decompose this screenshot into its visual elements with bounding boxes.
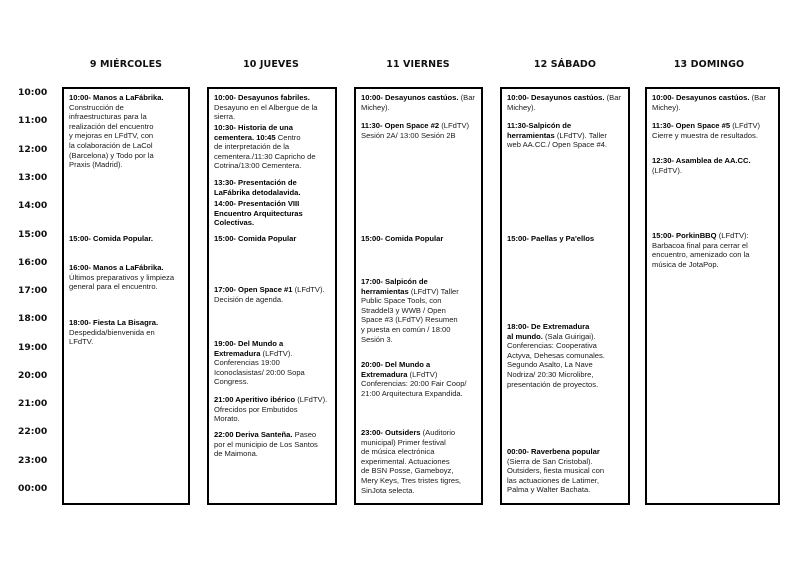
day-header-saturday: 12 SÁBADO [533,59,597,70]
event-entry: 10:00- Desayunos castúos. (Bar Michey). [361,93,475,112]
event-entry: 15:00- Comida Popular. [69,234,153,243]
event-entry: 15:00- Paellas y Pa'ellos [507,234,595,243]
time-label: 23:00 [18,455,48,466]
event-entry: 22:00 Deriva Santeña. Paseo por el municipio de Los Santos de Maimona. [214,430,318,459]
event-entry: 14:00- Presentación VIII Encuentro Arquitecturas Colectivas. [214,199,303,228]
time-label: 20:00 [18,370,48,381]
event-entry: 21:00 Aperitivo ibérico (LFdTV). Ofrecidos por Embutidos Morato. [214,395,328,424]
day-header-friday: 11 VIERNES [386,59,450,70]
event-entry: 10:00- Desayunos castúos. (Bar Michey). [652,93,766,112]
day-column-friday [354,87,483,505]
event-entry: 15:00- PorkinBBQ (LFdTV): Barbacoa final para cerrar el encuentro, amenizado con la música de JotaPop. [652,231,750,269]
event-entry: 10:30- Historia de una cementera. 10:45 Centro de interpretación de la cementera./11:30 Capricho de Cotrina/13:00 Cementera. [214,123,316,171]
time-label: 14:00 [18,200,48,211]
day-header-thursday: 10 JUEVES [243,59,299,70]
day-header-wednesday: 9 MIÉRCOLES [89,59,163,70]
event-entry: 11:30- Open Space #2 (LFdTV) Sesión 2A/ 13:00 Sesión 2B [361,121,470,140]
time-label: 12:00 [18,144,48,155]
day-header-sunday: 13 DOMINGO [673,59,745,70]
event-entry: 20:00- Del Mundo a Extremadura (LFdTV) Conferencias: 20:00 Fair Coop/ 21:00 Arquitectura Expandida. [361,360,467,398]
time-label: 18:00 [18,313,48,324]
time-label: 16:00 [18,257,48,268]
event-entry: 13:30- Presentación de LaFábrika detodalavida. [214,178,301,197]
event-entry: 10:00- Desayunos castúos. (Bar Michey). [507,93,621,112]
event-entry: 00:00- Raverbena popular (Sierra de San Cristobal). Outsiders, fiesta musical con las actuaciones de Latimer, Palma y Walter Bachata. [507,447,605,495]
event-entry: 10:00- Desayunos fabriles. Desayuno en el Albergue de la sierra. [214,93,318,122]
day-column-thursday [207,87,337,505]
time-label: 15:00 [18,229,48,240]
time-label: 00:00 [18,483,48,494]
time-label: 19:00 [18,342,48,353]
day-column-sunday [645,87,780,505]
event-entry: 17:00- Salpicón de herramientas (LFdTV) Taller Public Space Tools, con Straddel3 y WWB / Open Space #3 (LFdTV) Resumen y puesta en común / 18:00 Sesión 3. [361,277,459,344]
time-label: 17:00 [18,285,48,296]
day-column-wednesday [62,87,190,505]
time-label: 10:00 [18,87,48,98]
time-label: 21:00 [18,398,48,409]
event-entry: 23:00- Outsiders (Auditorio municipal) Primer festival de música electrónica experimental. Actuaciones de BSN Posse, Gameboyz, Mery Keys, Tres tristes tigres, SinJota selecta. [361,428,462,495]
day-column-saturday [500,87,630,505]
event-entry: 11:30- Open Space #5 (LFdTV) Cierre y muestra de resultados. [652,121,761,140]
time-label: 13:00 [18,172,48,183]
event-entry: 17:00- Open Space #1 (LFdTV). Decisión de agenda. [214,285,325,304]
event-entry: 11:30-Salpicón de herramientas (LFdTV). Taller web AA.CC./ Open Space #4. [507,121,608,150]
event-entry: 19:00- Del Mundo a Extremadura (LFdTV). Conferencias 19:00 Iconoclasistas/ 20:00 Sopa Congress. [214,339,305,387]
event-entry: 18:00- Fiesta La Bisagra. Despedida/bienvenida en LFdTV. [69,318,159,347]
time-label: 11:00 [18,115,48,126]
event-entry: 15:00- Comida Popular [214,234,297,243]
event-entry: 10:00- Manos a LaFábrika. Construcción de infraestructuras para la realización del encuentro y mejoras en LFdTV, con la colaboración de LaCol (Barcelona) y Todo por la Praxis (Madrid). [69,93,164,170]
event-entry: 12:30- Asamblea de AA.CC. (LFdTV). [652,156,751,175]
event-entry: 18:00- De Extremadura al mundo. (Sala Guirigai). Conferencias: Cooperativa Actyva, Dehesas comunales. Segundo Asalto, La Nave Nodriza/ 20:30 Microlibre, presentación de proyectos. [507,322,605,389]
time-label: 22:00 [18,426,48,437]
event-entry: 16:00- Manos a LaFábrika. Últimos preparativos y limpieza general para el encuentro. [69,263,175,292]
event-entry: 15:00- Comida Popular [361,234,444,243]
